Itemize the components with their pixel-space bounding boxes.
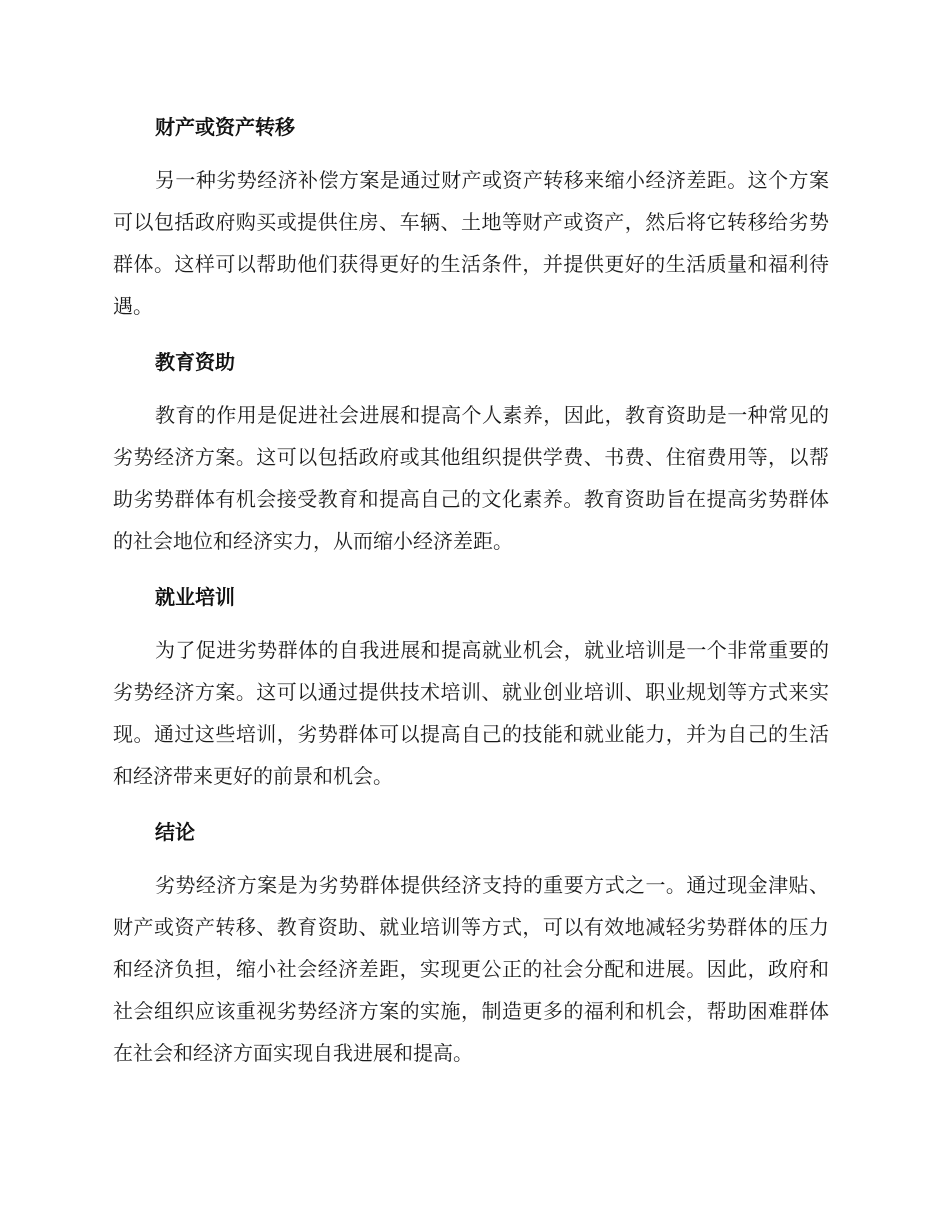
section-paragraph-education-aid: 教育的作用是促进社会进展和提高个人素养，因此，教育资助是一种常见的劣势经济方案。这可以包括政府或其他组织提供学费、书费、住宿费用等，以帮助劣势群体有机会接受教育和提高自己的文化素养。教育资助旨在提高劣势群体的社会地位和经济实力，从而缩小经济差距。 [113,403,829,553]
document-body [113,106,829,1074]
section-paragraph-job-training: 为了促进劣势群体的自我进展和提高就业机会，就业培训是一个非常重要的劣势经济方案。这可以通过提供技术培训、就业创业培训、职业规划等方式来实现。通过这些培训，劣势群体可以提高自己的技能和就业能力，并为自己的生活和经济带来更好的前景和机会。 [113,638,829,788]
section-heading-conclusion: 结论 [155,820,195,844]
section-heading-asset-transfer: 财产或资产转移 [155,115,295,139]
section-paragraph-conclusion: 劣势经济方案是为劣势群体提供经济支持的重要方式之一。通过现金津贴、财产或资产转移、教育资助、就业培训等方式，可以有效地减轻劣势群体的压力和经济负担，缩小社会经济差距，实现更公正的社会分配和进展。因此，政府和社会组织应该重视劣势经济方案的实施，制造更多的福利和机会，帮助困难群体在社会和经济方面实现自我进展和提高。 [113,873,829,1065]
section-heading-job-training: 就业培训 [155,585,235,609]
section-paragraph-asset-transfer: 另一种劣势经济补偿方案是通过财产或资产转移来缩小经济差距。这个方案可以包括政府购买或提供住房、车辆、土地等财产或资产，然后将它转移给劣势群体。这样可以帮助他们获得更好的生活条件，并提供更好的生活质量和福利待遇。 [113,168,829,318]
section-heading-education-aid: 教育资助 [155,350,235,374]
